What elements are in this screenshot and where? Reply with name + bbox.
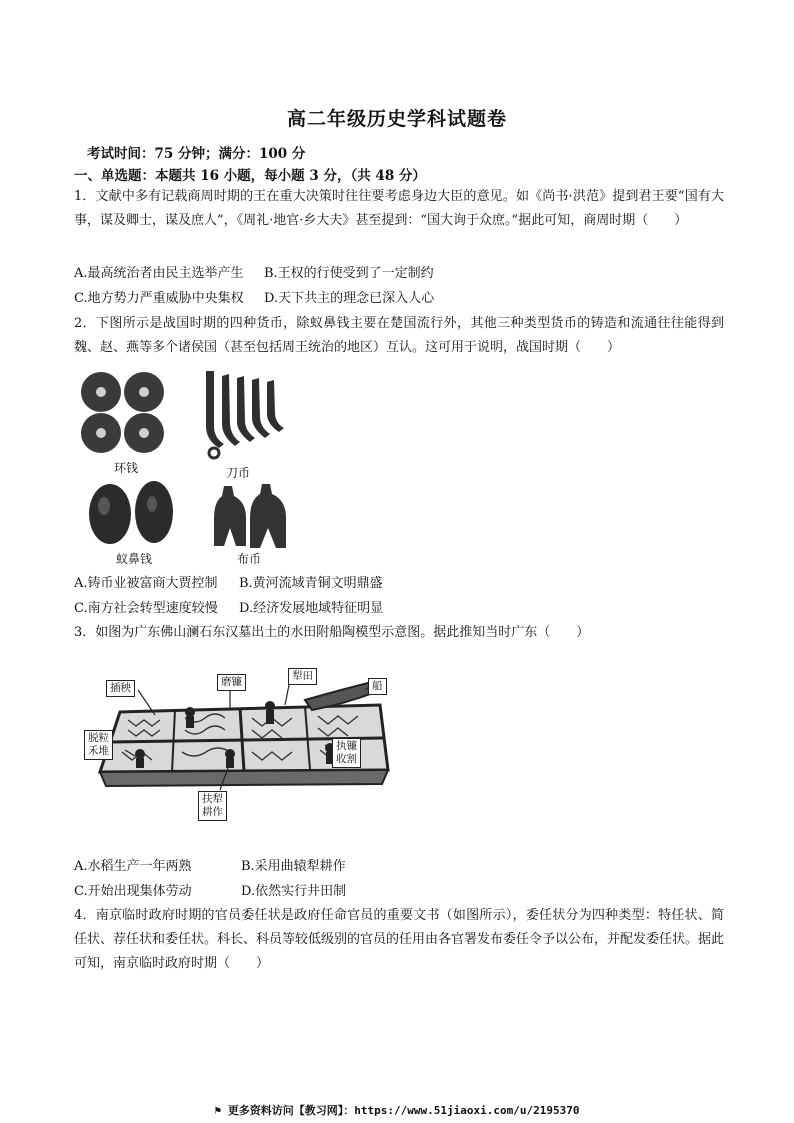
page-title: 高二年级历史学科试题卷	[286, 108, 507, 130]
coins-illustration	[74, 366, 304, 566]
figure-label-ant-nose-coin: 蚁鼻钱	[116, 552, 153, 566]
question-4-stem	[74, 904, 724, 976]
option-b[interactable]: B.采用曲辕犁耕作	[241, 859, 346, 874]
question-3-options	[74, 854, 346, 904]
label-sharpening-sickle: 磨镰	[217, 674, 246, 691]
question-3-text: 3．如图为广东佛山澜石东汉墓出土的水田附船陶模型示意图。据此推知当时广东（ ）	[74, 625, 590, 640]
ring-coin-image	[81, 372, 164, 453]
label-transplanting: 插秧	[106, 680, 135, 697]
knife-coin-image	[206, 371, 284, 458]
option-c[interactable]: C.地方势力严重威胁中央集权	[74, 291, 244, 306]
label-threshing: 脱粒 禾堆	[84, 730, 113, 760]
figure-label-spade-coin: 布币	[237, 552, 262, 566]
coins-figure	[74, 366, 304, 566]
question-1-options	[74, 261, 434, 311]
question-1-text: 1．文献中多有记载商周时期的王在重大决策时往往要考虑身边大臣的意见。如《尚书·洪范》提到君王要“国有大事，谋及卿士，谋及庶人”，《周礼·地官·乡大夫》甚至提到：“国大询于众庶。”据此可知，商周时期（ ）	[74, 189, 724, 228]
paddy-field-model-figure	[80, 660, 400, 830]
label-boat: 船	[368, 678, 387, 695]
footer-text: 更多资料访问【教习网】：https://www.51jiaoxi.com/u/2195370	[227, 1104, 580, 1117]
option-d[interactable]: D.天下共主的理念已深入人心	[264, 291, 435, 306]
flag-icon: ⚑	[214, 1104, 228, 1117]
exam-info: 考试时间：75 分钟；满分：100 分	[87, 146, 306, 162]
label-tilling: 扶犁 耕作	[198, 791, 227, 821]
option-a[interactable]: A.最高统治者由民主选举产生	[74, 266, 244, 281]
option-d[interactable]: D.依然实行井田制	[241, 884, 347, 899]
footer-link[interactable]	[0, 1102, 794, 1118]
question-2-options	[74, 571, 383, 621]
figure-label-knife-coin: 刀币	[226, 466, 251, 480]
question-4-text: 4．南京临时政府时期的官员委任状是政府任命官员的重要文书（如图所示），委任状分为四种类型：特任状、简任状、荐任状和委任状。科长、科员等较低级别的官员的任用由各官署发布委任令予以公布，并配发委任状。据此可知，南京临时政府时期（ ）	[74, 908, 725, 971]
option-c[interactable]: C.南方社会转型速度较慢	[74, 601, 218, 616]
figure-label-ring-coin: 环钱	[114, 461, 139, 475]
option-b[interactable]: B.黄河流域青铜文明鼎盛	[239, 576, 383, 591]
label-harvesting: 执镰 收割	[332, 738, 361, 768]
spade-coin-image	[214, 484, 286, 548]
question-1-stem	[74, 185, 724, 233]
option-a[interactable]: A.水稻生产一年两熟	[74, 859, 192, 874]
question-2-stem	[74, 312, 724, 360]
option-c[interactable]: C.开始出现集体劳动	[74, 884, 192, 899]
question-3-stem	[74, 621, 724, 645]
option-b[interactable]: B.王权的行使受到了一定制约	[264, 266, 434, 281]
section-heading: 一、单选题：本题共 16 小题，每小题 3 分，（共 48 分）	[74, 168, 426, 184]
question-2-text: 2．下图所示是战国时期的四种货币，除蚁鼻钱主要在楚国流行外，其他三种类型货币的铸造和流通往往能得到魏、赵、燕等多个诸侯国（甚至包括周王统治的地区）互认。这可用于说明，战国时期（ ）	[74, 316, 724, 355]
option-d[interactable]: D.经济发展地域特征明显	[239, 601, 384, 616]
label-ploughing: 犁田	[288, 668, 317, 685]
option-a[interactable]: A.铸币业被富商大贾控制	[74, 576, 218, 591]
